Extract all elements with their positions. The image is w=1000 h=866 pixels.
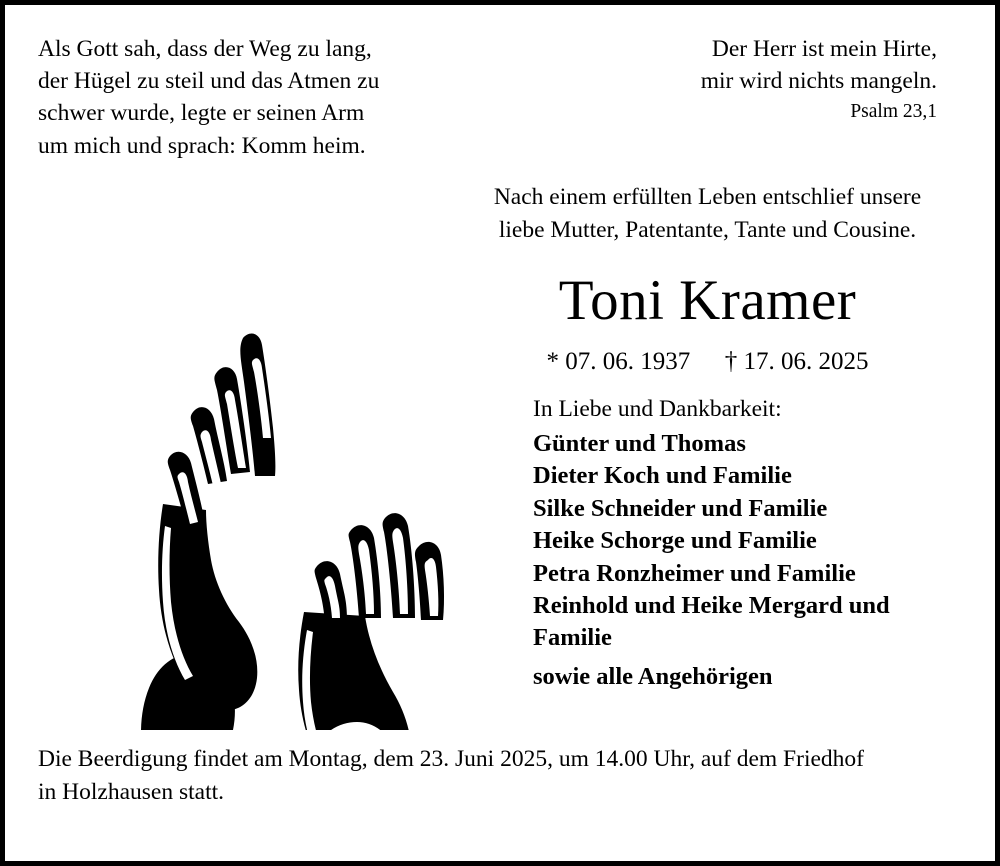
psalm-line: Der Herr ist mein Hirte, (711, 36, 937, 62)
list-item: Reinhold und Heike Mergard und (533, 592, 890, 620)
mourners-block (533, 398, 993, 694)
poem-line: Als Gott sah, dass der Weg zu lang, (38, 36, 372, 62)
funeral-info-line: Die Beerdigung findet am Montag, dem 23. Juni 2025, um 14.00 Uhr, auf dem Friedhof (38, 746, 864, 773)
death-date: † 17. 06. 2025 (724, 348, 869, 375)
intro-line: liebe Mutter, Patentante, Tante und Cousine. (498, 216, 917, 243)
poem-line: der Hügel zu steil und das Atmen zu (38, 68, 380, 95)
praying-hands-icon (67, 260, 467, 730)
list-item: Heike Schorge und Familie (533, 527, 817, 555)
dedication-heading: In Liebe und Dankbarkeit: (533, 396, 782, 422)
birth-date: * 07. 06. 1937 (546, 348, 691, 375)
deceased-name: Toni Kramer (558, 269, 857, 332)
list-item: Dieter Koch und Familie (533, 462, 792, 490)
poem-text (38, 33, 438, 162)
funeral-info-line: in Holzhausen statt. (38, 779, 225, 806)
list-item: sowie alle Angehörigen (533, 663, 773, 691)
list-item: Petra Ronzheimer und Familie (533, 559, 856, 587)
list-item: Günter und Thomas (533, 429, 746, 457)
mourners-list (533, 428, 993, 694)
list-item: Silke Schneider und Familie (533, 494, 828, 522)
life-dates (435, 348, 980, 376)
psalm-quote (557, 33, 937, 126)
intro-text (435, 181, 980, 247)
psalm-line: mir wird nichts mangeln. (700, 68, 937, 95)
poem-line: um mich und sprach: Komm heim. (38, 132, 366, 159)
funeral-info (38, 743, 973, 809)
list-item: Familie (533, 623, 612, 651)
poem-line: schwer wurde, legte er seinen Arm (38, 100, 365, 127)
psalm-reference: Psalm 23,1 (850, 101, 937, 123)
intro-line: Nach einem erfüllten Leben entschlief unsere (493, 184, 922, 210)
